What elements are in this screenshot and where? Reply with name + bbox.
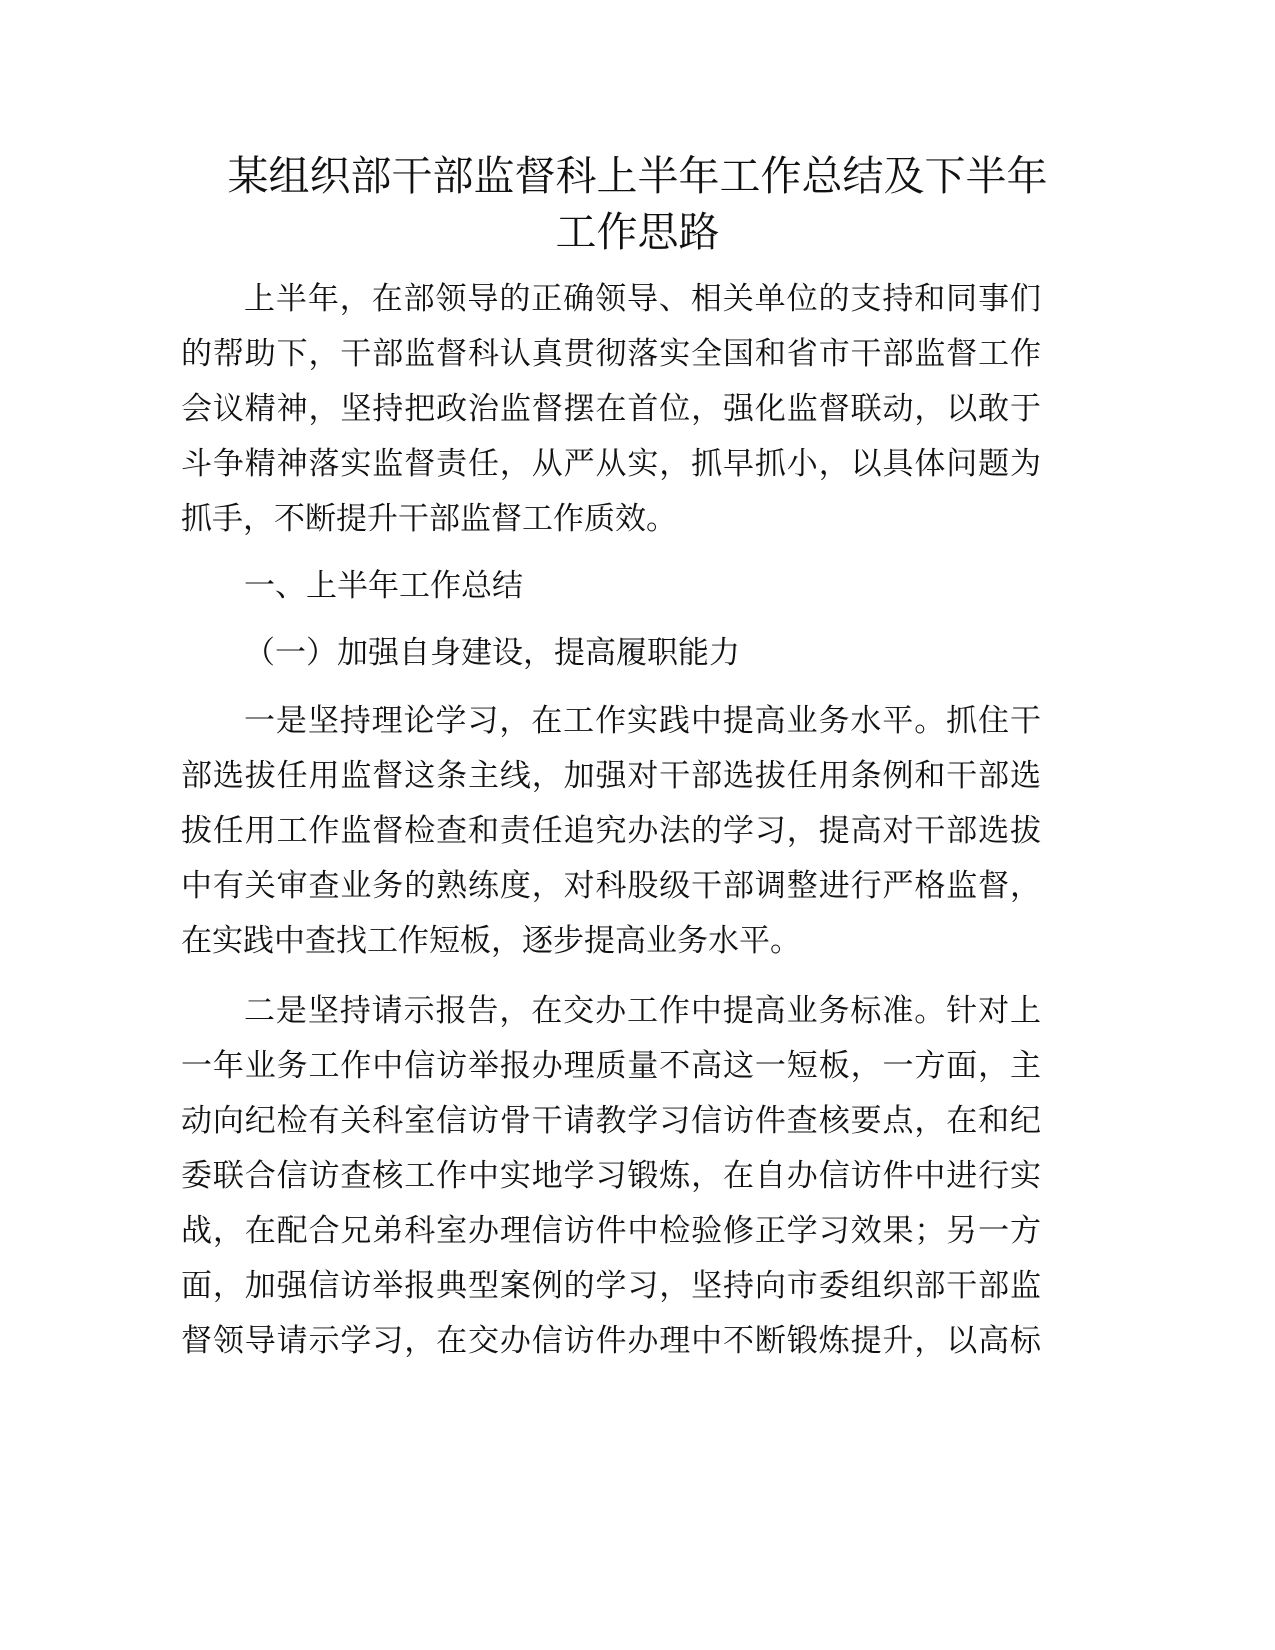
intro-line-4: 斗争精神落实监督责任，从严从实，抓早抓小，以具体问题为 [181,446,1041,482]
subsection-1-heading: （一）加强自身建设，提高履职能力 [244,635,740,671]
intro-line-1: 上半年，在部领导的正确领导、相关单位的支持和同事们 [244,281,1041,317]
para2-line-7: 督领导请示学习，在交办信访件办理中不断锻炼提升，以高标 [181,1323,1041,1359]
para1-line-1: 一是坚持理论学习，在工作实践中提高业务水平。抓住干 [244,703,1041,739]
para1-line-2: 部选拔任用监督这条主线，加强对干部选拔任用条例和干部选 [181,758,1041,794]
section-1-heading: 一、上半年工作总结 [244,568,523,604]
para2-line-3: 动向纪检有关科室信访骨干请教学习信访件查核要点，在和纪 [181,1103,1041,1139]
para2-line-6: 面，加强信访举报典型案例的学习，坚持向市委组织部干部监 [181,1268,1041,1304]
para1-line-5: 在实践中查找工作短板，逐步提高业务水平。 [181,923,801,959]
para2-line-1: 二是坚持请示报告，在交办工作中提高业务标准。针对上 [244,993,1041,1029]
para1-line-3: 拔任用工作监督检查和责任追究办法的学习，提高对干部选拔 [181,813,1041,849]
para2-line-2: 一年业务工作中信访举报办理质量不高这一短板，一方面，主 [181,1048,1041,1084]
intro-line-5: 抓手，不断提升干部监督工作质效。 [181,501,677,537]
intro-line-3: 会议精神，坚持把政治监督摆在首位，强化监督联动，以敢于 [181,391,1041,427]
document-title-line-2: 工作思路 [555,208,720,256]
para2-line-4: 委联合信访查核工作中实地学习锻炼，在自办信访件中进行实 [181,1158,1041,1194]
para1-line-4: 中有关审查业务的熟练度，对科股级干部调整进行严格监督， [181,868,1041,904]
intro-line-2: 的帮助下，干部监督科认真贯彻落实全国和省市干部监督工作 [181,336,1041,372]
para2-line-5: 战，在配合兄弟科室办理信访件中检验修正学习效果；另一方 [181,1213,1041,1249]
document-title-line-1: 某组织部干部监督科上半年工作总结及下半年 [227,152,1048,200]
